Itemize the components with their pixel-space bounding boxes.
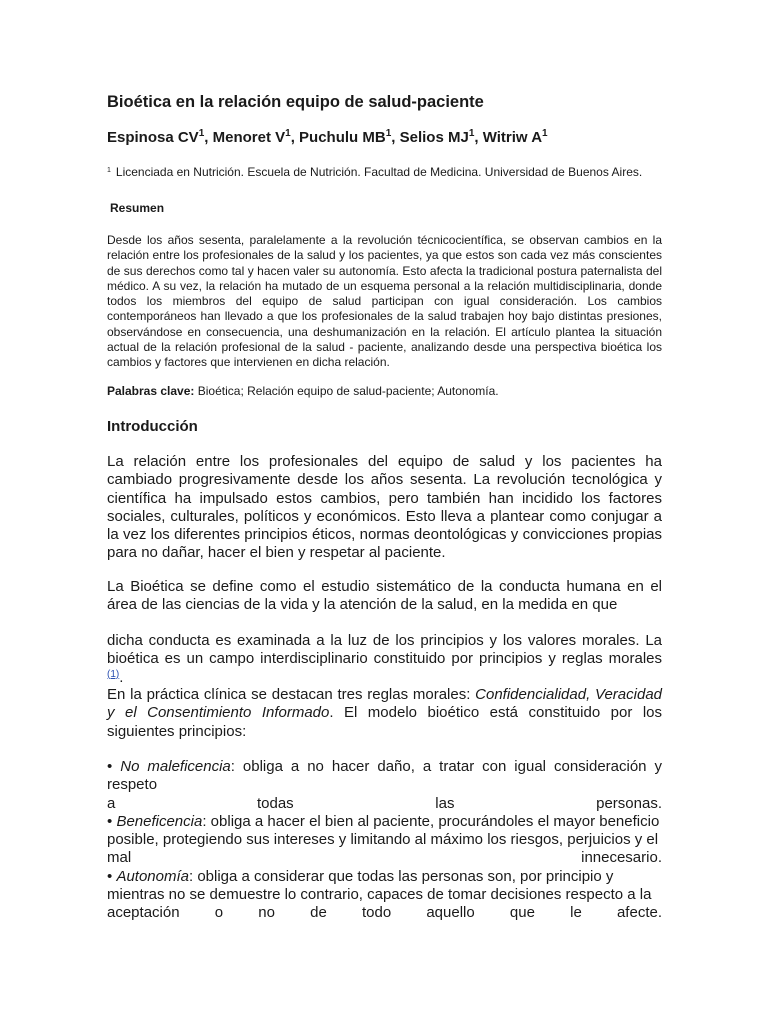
abstract-text: Desde los años sesenta, paralelamente a la revolución técnicocientífica, se observan cambios en la relación entre los profesionales de la salud y los pacientes, ya que estos son cada vez más conscientes de sus derechos como tal y hacen valer su autonomía. Esto afecta la tradicional postura paternalista del médico. A su vez, la relación ha mutado de un esquema personal a la relación multidisciplinaria, donde todos los miembros del equipo de salud participan con igual consideración. Los cambios contemporáneos han llevado a que los profesionales de la salud trabajen hoy bajo distintas presiones, observándose en consecuencia, una deshumanización en la relación. El artículo plantea la situación actual de la relación profesional de la salud - paciente, analizando desde una perspectiva bioética los cambios y factores que intervienen en dicha relación. xyxy=(107,233,662,370)
paragraph-italic-text: Confidencialidad, Veracidad y el Consentimiento Informado xyxy=(107,686,662,722)
paragraph-punctuation: . xyxy=(119,668,124,686)
intro-paragraph-4 xyxy=(107,686,662,741)
principle-text: posible, protegiendo sus intereses y limitando al máximo los riesgos, perjuicios y el xyxy=(107,831,659,849)
author-affiliation-marker: 1 xyxy=(385,128,392,139)
author-list: Espinosa $CV^1$, Menoret $V^1$, Puchulu $MB^1$, Selios $MJ^1$, Witriw $A^1$ xyxy=(107,128,548,146)
principle-text: : obliga a hacer el bien al paciente, procurándoles el mayor beneficio xyxy=(202,812,660,830)
principle-no-maleficencia xyxy=(107,758,662,813)
principle-autonomia xyxy=(107,868,662,923)
justified-line xyxy=(107,849,662,867)
principle-text: : obliga a considerar que todas las personas son, por principio y xyxy=(188,867,614,885)
word: aquello xyxy=(426,904,475,922)
bullet-icon: • xyxy=(107,867,113,885)
intro-paragraph-3 xyxy=(107,632,662,687)
word: aceptación xyxy=(107,904,180,922)
principle-name: Beneficencia xyxy=(116,812,203,830)
word: personas. xyxy=(596,794,662,812)
citation-link[interactable]: (1) xyxy=(107,668,120,680)
word: innecesario. xyxy=(581,849,662,867)
word: le xyxy=(570,904,582,922)
word: no xyxy=(258,904,275,922)
bullet-icon: • xyxy=(107,758,113,775)
author-name: Espinosa CV xyxy=(107,129,199,146)
word: mal xyxy=(107,849,132,867)
principle-text: mientras no se demuestre lo contrario, capaces de tomar decisiones respecto a la xyxy=(107,886,652,904)
paragraph-text: dicha conducta es examinada a la luz de los principios y los valores morales. La bioética es un campo interdisciplinario constituido por principios y reglas morales xyxy=(107,632,662,668)
paragraph-text: En la práctica clínica se destacan tres reglas morales: xyxy=(107,686,476,703)
principle-name: Autonomía xyxy=(116,867,189,885)
principle-beneficencia xyxy=(107,813,662,868)
affiliation-text: Licenciada en Nutrición. Escuela de Nutrición. Facultad de Medicina. Universidad de Buenos Aires. xyxy=(115,165,643,179)
bullet-icon: • xyxy=(107,812,113,830)
page-title: Bioética en la relación equipo de salud-paciente xyxy=(107,93,484,111)
author-affiliation-marker: 1 xyxy=(285,128,291,139)
word: que xyxy=(509,904,535,922)
word: a xyxy=(107,794,116,812)
word: afecte. xyxy=(616,904,662,922)
abstract-heading: Resumen xyxy=(110,201,165,215)
affiliation-marker: 1 xyxy=(107,167,111,174)
word: las xyxy=(435,794,455,812)
justified-line xyxy=(107,904,662,922)
keywords-text: Bioética; Relación equipo de salud-paciente; Autonomía. xyxy=(197,384,499,398)
justified-line xyxy=(107,795,662,813)
author-name: Puchulu MB xyxy=(299,129,386,146)
intro-paragraph-2: La Bioética se define como el estudio sistemático de la conducta humana en el área de las ciencias de la vida y la atención de la salud, en la medida en que xyxy=(107,578,662,614)
principles-list xyxy=(107,758,662,923)
section-heading-introduction: Introducción xyxy=(107,418,198,435)
word: o xyxy=(214,904,224,922)
author-affiliation-marker: 1 xyxy=(468,128,475,139)
keywords xyxy=(107,383,662,399)
author-name: Witriw A xyxy=(482,129,543,146)
intro-paragraph-1: La relación entre los profesionales del equipo de salud y los pacientes ha cambiado progresivamente desde los años sesenta. La revolución tecnológica y científica ha impulsado estos cambios, pero también han incidido los factores sociales, culturales, políticos y económicos. Esto lleva a plantear como conjugar a la vez los diferentes principios éticos, normas deontológicas y convicciones propias para no dañar, hacer el bien y respetar al paciente. xyxy=(107,453,662,562)
word: todo xyxy=(361,904,392,922)
word: de xyxy=(310,904,327,922)
word: todas xyxy=(256,794,294,812)
author-affiliation-marker: 1 xyxy=(542,128,548,139)
principle-name: No maleficencia xyxy=(120,758,231,775)
principle-text: : obliga a no hacer daño, a tratar con igual consideración y respeto xyxy=(107,758,662,794)
author-affiliation-marker: 1 xyxy=(198,128,205,139)
keywords-label: Palabras clave: xyxy=(107,384,195,398)
author-name: Menoret V xyxy=(212,129,286,146)
paragraph-text: . El modelo bioético está constituido por los siguientes principios: xyxy=(107,704,662,740)
author-name: Selios MJ xyxy=(399,129,469,146)
affiliation xyxy=(107,164,662,180)
